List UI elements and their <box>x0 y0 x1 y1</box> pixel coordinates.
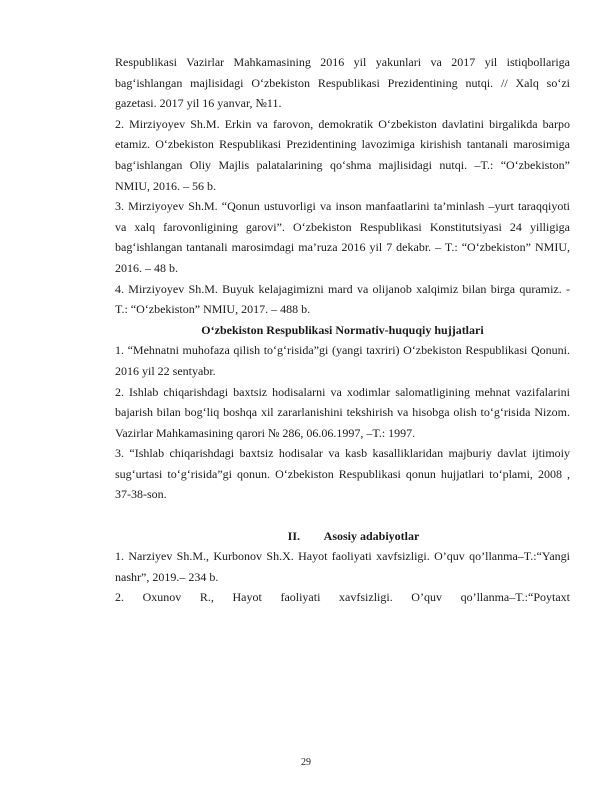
normative-item: 1. “Mehnatni muhofaza qilish to‘g‘risida”gi (yangi taxriri) O‘zbekiston Respublikasi Qonuni. 2016 yil 22 sentyabr. <box>115 343 570 378</box>
normative-item: 3. “Ishlab chiqarishdagi baxtsiz hodisalar va kasb kasalliklaridan majburiy davlat ijtimoiy sug‘urtasi to‘g‘risida”gi qonun. O‘zbekiston Respublikasi qonun hujjatlari to‘plami, 2008 , 37-38-son. <box>115 446 570 502</box>
literature-item: 1. Narziyev Sh.M., Kurbonov Sh.X. Hayot faoliyati xavfsizligi. O’quv qo’llanma–T.:“Yangi nashr”, 2019.– 234 b. <box>115 549 570 584</box>
section-numeral: II. <box>287 528 300 543</box>
document-page <box>115 52 570 608</box>
reference-paragraph: 3. Mirziyoyev Sh.M. “Qonun ustuvorligi va inson manfaatlarini ta’minlash –yurt taraqqiyoti va xalq farovonligining garovi”. O‘zbekiston Respublikasi Konstitutsiyasi 24 yilligiga bag‘ishlangan tantanali marosimdagi ma’ruza 2016 yil 7 dekabr. – T.: “O‘zbekiston” NMIU, 2016. – 48 b. <box>115 199 570 275</box>
section-title: Asosiy adabiyotlar <box>323 528 420 543</box>
section-heading-main <box>115 526 570 547</box>
reference-paragraph: 2. Mirziyoyev Sh.M. Erkin va farovon, demokratik O‘zbekiston davlatini birgalikda barpo etamiz. O‘zbekiston Respublikasi Prezidentining lavozimiga kirishish tantanali marosimiga bag‘ishlangan Oliy Majlis palatalarining qo‘shma majlisidagi nutqi. –T.: “O‘zbekiston” NMIU, 2016. – 56 b. <box>115 116 570 193</box>
page-number: 29 <box>301 757 311 768</box>
normative-item: 2. Ishlab chiqarishdagi baxtsiz hodisalarni va xodimlar salomatligining mehnat vazifalarini bajarish bilan bog‘liq boshqa xil zararlanishini tekshirish va hisobga olish to‘g‘risida Nizom. Vazirlar Mahkamasining qarori № 286, 06.06.1997, –T.: 1997. <box>115 384 570 440</box>
reference-paragraph: 4. Mirziyoyev Sh.M. Buyuk kelajagimizni mard va olijanob xalqimiz bilan birga quramiz. - T.: “O‘zbekiston” NMIU, 2017. – 488 b. <box>115 281 570 317</box>
reference-paragraph: Respublikasi Vazirlar Mahkamasining 2016 yil yakunlari va 2017 yil istiqbollariga bag‘ishlangan majlisidagi O‘zbekiston Respublikasi Prezidentining nutqi. // Xalq so‘zi gazetasi. 2017 yil 16 yanvar, №11. <box>115 55 570 111</box>
blank-line <box>115 505 570 526</box>
section-heading-normative: O‘zbekiston Respublikasi Normativ-huquqiy hujjatlari <box>201 322 484 337</box>
literature-item-cut: 2. Oxunov R., Hayot faoliyati xavfsizligi. O’quv qo’llanma–T.:“Poytaxt <box>115 590 570 605</box>
